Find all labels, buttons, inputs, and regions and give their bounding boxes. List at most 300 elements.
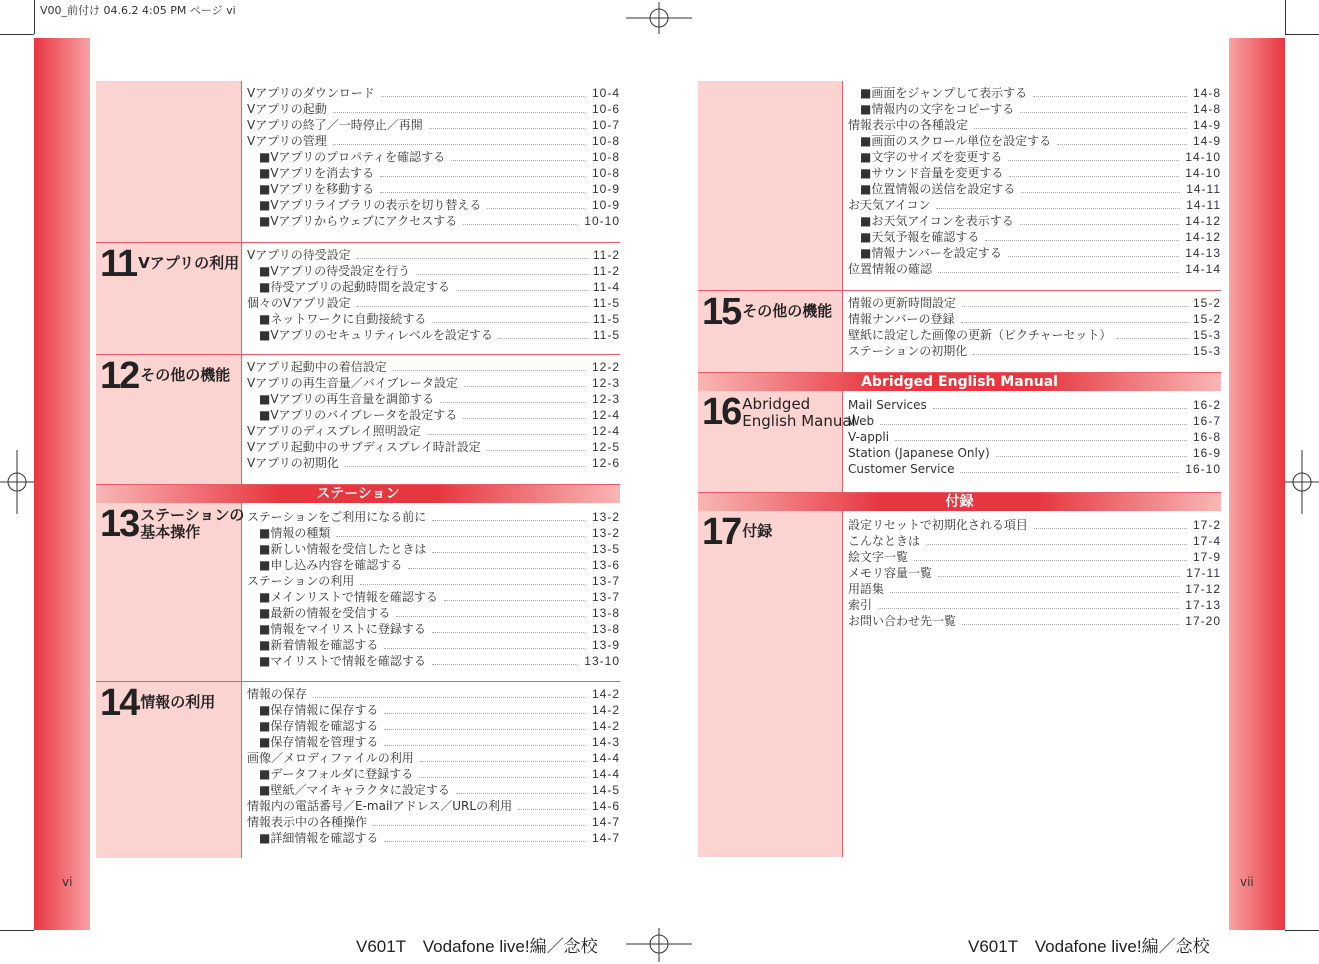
toc-entry-title: 画像／メロディファイルの利用 xyxy=(247,751,414,765)
toc-block-chapter-14 xyxy=(96,681,620,858)
toc-entry xyxy=(848,261,1221,277)
toc-entry-page: 13-8 xyxy=(591,606,620,620)
toc-entry-title: ■Vアプリのセキュリティレベルを設定する xyxy=(259,328,493,342)
toc-entry-page: 16-9 xyxy=(1192,446,1221,460)
toc-entry xyxy=(247,375,620,391)
toc-entry xyxy=(247,165,620,181)
toc-entry-page: 12-4 xyxy=(591,408,620,422)
chapter-number: 17 xyxy=(702,511,741,553)
toc-entry-page: 13-6 xyxy=(591,558,620,572)
dot-leader xyxy=(1021,183,1180,193)
toc-entries xyxy=(848,85,1221,277)
dot-leader xyxy=(973,345,1187,355)
toc-entry-page: 14-12 xyxy=(1185,214,1221,228)
toc-entry-page: 12-3 xyxy=(591,376,620,390)
chapter-label-column xyxy=(96,81,242,242)
dot-leader xyxy=(444,591,586,601)
chapter-title: 付録 xyxy=(742,522,773,540)
toc-entry-title: Vアプリの管理 xyxy=(247,134,327,148)
dot-leader xyxy=(393,361,586,371)
toc-entry-title: 情報内の電話番号／E-mailアドレス／URLの利用 xyxy=(247,799,513,813)
toc-entry xyxy=(247,439,620,455)
dot-leader xyxy=(345,457,586,467)
chapter-number: 15 xyxy=(702,291,741,333)
chapter-title xyxy=(140,507,244,541)
toc-entry xyxy=(247,557,620,573)
toc-entry xyxy=(247,407,620,423)
dot-leader xyxy=(429,119,586,129)
toc-block-chapter-15 xyxy=(698,290,1221,373)
toc-entry-title: 壁紙に設定した画像の更新（ピクチャーセット） xyxy=(848,328,1112,342)
toc-entry xyxy=(247,213,620,229)
toc-entry-page: 14-5 xyxy=(591,783,620,797)
dot-leader xyxy=(440,393,586,403)
toc-entry-page: 15-3 xyxy=(1192,344,1221,358)
dot-leader xyxy=(985,231,1179,241)
toc-entry-title: ■情報の種類 xyxy=(259,526,331,540)
dot-leader xyxy=(384,832,586,842)
chapter-heading xyxy=(702,511,773,553)
dot-leader xyxy=(487,199,586,209)
toc-block-chapter-11 xyxy=(96,242,620,355)
footer-right-label: V601T Vodafone live!編／念校 xyxy=(968,937,1210,956)
page-number-left: vi xyxy=(62,875,73,889)
toc-entry-page: 16-2 xyxy=(1192,398,1221,412)
chapter-label-column xyxy=(698,291,843,373)
dot-leader xyxy=(996,447,1187,457)
toc-entry xyxy=(247,133,620,149)
toc-entry-page: 14-7 xyxy=(591,815,620,829)
toc-entry xyxy=(848,461,1221,477)
crop-mark xyxy=(1285,0,1286,34)
toc-entry xyxy=(247,279,620,295)
dot-leader xyxy=(456,784,586,794)
chapter-label-column xyxy=(96,503,245,681)
dot-leader xyxy=(961,313,1187,323)
toc-entry xyxy=(848,597,1221,613)
dot-leader xyxy=(384,704,586,714)
toc-entry-page: 10-4 xyxy=(591,86,620,100)
toc-entry xyxy=(848,311,1221,327)
toc-entry-page: 17-4 xyxy=(1192,534,1221,548)
chapter-title xyxy=(742,395,855,430)
toc-entry-page: 16-7 xyxy=(1192,414,1221,428)
chapter-title: その他の機能 xyxy=(742,302,833,320)
chapter-heading xyxy=(702,391,856,433)
dot-leader xyxy=(432,313,587,323)
toc-entry-title: ■Vアプリライブラリの表示を切り替える xyxy=(259,198,482,212)
toc-entry xyxy=(247,263,620,279)
dot-leader xyxy=(427,425,586,435)
dot-leader xyxy=(419,768,586,778)
toc-entry xyxy=(848,429,1221,445)
toc-entry-title: ステーションの利用 xyxy=(247,574,355,588)
toc-entries xyxy=(848,517,1221,629)
dot-leader xyxy=(962,615,1179,625)
print-slug-label: V00_前付け 04.6.2 4:05 PM ページ vi xyxy=(40,4,236,17)
toc-entry-title: ■データフォルダに登録する xyxy=(259,767,414,781)
toc-entry xyxy=(848,397,1221,413)
chapter-title: その他の機能 xyxy=(140,366,231,384)
dot-leader xyxy=(373,816,586,826)
chapter-number: 12 xyxy=(100,355,139,397)
toc-entry-title: ■Vアプリのバイブレータを設定する xyxy=(259,408,458,422)
dot-leader xyxy=(432,655,578,665)
toc-entry-title: お天気アイコン xyxy=(848,198,931,212)
dot-leader xyxy=(333,103,586,113)
dot-leader xyxy=(1034,519,1187,529)
toc-entry-page: 11-2 xyxy=(592,248,620,262)
toc-entry-page: 14-2 xyxy=(591,703,620,717)
toc-entry xyxy=(247,589,620,605)
toc-entry-page: 12-5 xyxy=(591,440,620,454)
toc-entry-title: ■画面をジャンプして表示する xyxy=(860,86,1028,100)
toc-entry-page: 10-7 xyxy=(591,118,620,132)
toc-entry-page: 13-7 xyxy=(591,574,620,588)
registration-mark-top-icon xyxy=(626,2,692,34)
toc-entry xyxy=(247,686,620,702)
toc-entry xyxy=(247,541,620,557)
toc-entry-page: 10-8 xyxy=(591,150,620,164)
toc-entry-title: Vアプリの再生音量／バイブレータ設定 xyxy=(247,376,458,390)
toc-block-10-continued xyxy=(96,81,620,242)
dot-leader xyxy=(396,607,586,617)
dot-leader xyxy=(1008,247,1179,257)
toc-entry-title: ■マイリストで情報を確認する xyxy=(259,654,426,668)
chapter-heading xyxy=(100,503,245,545)
toc-entry-page: 15-3 xyxy=(1192,328,1221,342)
chapter-label-column xyxy=(698,391,856,492)
toc-entry xyxy=(247,149,620,165)
chapter-heading xyxy=(100,682,216,724)
toc-block-chapter-17 xyxy=(698,511,1221,857)
toc-entry-page: 13-9 xyxy=(591,638,620,652)
toc-entry xyxy=(848,343,1221,359)
toc-entry-page: 13-10 xyxy=(584,654,620,668)
toc-entry-page: 16-8 xyxy=(1192,430,1221,444)
dot-leader xyxy=(895,431,1187,441)
toc-entry-title: ■待受アプリの起動時間を設定する xyxy=(259,280,450,294)
toc-entry-title: こんなときは xyxy=(848,534,921,548)
toc-entry-title: Vアプリの起動 xyxy=(247,102,327,116)
dot-leader xyxy=(1020,215,1180,225)
toc-entry-title: ■画面のスクロール単位を設定する xyxy=(860,134,1052,148)
toc-entry-title: ■位置情報の送信を設定する xyxy=(860,182,1016,196)
toc-entry-page: 13-2 xyxy=(591,526,620,540)
toc-entry-title: Vアプリの終了／一時停止／再開 xyxy=(247,118,423,132)
toc-entry xyxy=(848,213,1221,229)
toc-block-chapter-12 xyxy=(96,354,620,485)
toc-entry-title: ■メインリストで情報を確認する xyxy=(259,590,438,604)
toc-entry-title: Customer Service xyxy=(848,462,955,476)
toc-entry xyxy=(247,525,620,541)
toc-entry xyxy=(247,117,620,133)
dot-leader xyxy=(333,135,586,145)
toc-entry-title: ■新しい情報を受信したときは xyxy=(259,542,427,556)
toc-entry-page: 13-2 xyxy=(591,510,620,524)
section-banner-english-manual: Abridged English Manual xyxy=(698,372,1221,391)
toc-entry-page: 10-8 xyxy=(591,166,620,180)
crop-mark xyxy=(0,34,34,35)
toc-entry-page: 12-2 xyxy=(591,360,620,374)
dot-leader xyxy=(432,543,586,553)
dot-leader xyxy=(313,688,586,698)
toc-entry xyxy=(848,581,1221,597)
section-banner-appendix: 付録 xyxy=(698,492,1221,511)
toc-entry-title: 用語集 xyxy=(848,582,885,596)
toc-entry-title: V-appli xyxy=(848,430,890,444)
toc-entry xyxy=(848,117,1221,133)
toc-entry-title: Vアプリのディスプレイ照明設定 xyxy=(247,424,421,438)
dot-leader xyxy=(456,281,587,291)
toc-entry-title: ■情報ナンバーを設定する xyxy=(860,246,1002,260)
chapter-heading xyxy=(702,291,833,333)
toc-entry xyxy=(247,766,620,782)
toc-entry xyxy=(848,85,1221,101)
toc-entry-title: 情報表示中の各種設定 xyxy=(848,118,969,132)
toc-entry-page: 11-5 xyxy=(592,312,620,326)
toc-entry-page: 14-8 xyxy=(1192,86,1221,100)
toc-entry-page: 11-2 xyxy=(592,264,620,278)
toc-entries xyxy=(247,359,620,471)
toc-entry xyxy=(247,509,620,525)
toc-entry-title: ■保存情報を確認する xyxy=(259,719,379,733)
dot-leader xyxy=(357,297,587,307)
dot-leader xyxy=(938,567,1180,577)
toc-entry-page: 15-2 xyxy=(1192,296,1221,310)
toc-entry-page: 17-13 xyxy=(1185,598,1221,612)
toc-entries xyxy=(247,686,620,846)
toc-entry xyxy=(247,798,620,814)
toc-entry-title: ■Vアプリからウェブにアクセスする xyxy=(259,214,458,228)
toc-entry-page: 16-10 xyxy=(1185,462,1221,476)
toc-entry xyxy=(247,391,620,407)
dot-leader xyxy=(938,263,1179,273)
toc-entry-title: ■天気予報を確認する xyxy=(860,230,980,244)
dot-leader xyxy=(384,720,586,730)
toc-entry xyxy=(848,133,1221,149)
dot-leader xyxy=(1020,103,1187,113)
toc-entry-title: 情報の更新時間設定 xyxy=(848,296,957,310)
toc-block-chapter-16 xyxy=(698,391,1221,492)
toc-entry xyxy=(247,197,620,213)
dot-leader xyxy=(914,551,1187,561)
chapter-label-column xyxy=(698,511,843,857)
toc-block-14-continued xyxy=(698,81,1221,290)
toc-entry xyxy=(848,149,1221,165)
toc-entry-title: 絵文字一覧 xyxy=(848,550,909,564)
dot-leader xyxy=(518,800,586,810)
toc-entry-page: 10-9 xyxy=(591,182,620,196)
toc-entry-title: ■ネットワークに自動接続する xyxy=(259,312,427,326)
right-edge-color-strip xyxy=(1229,38,1285,930)
toc-entry xyxy=(848,565,1221,581)
toc-entry-page: 14-13 xyxy=(1185,246,1221,260)
dot-leader xyxy=(451,151,586,161)
toc-entry xyxy=(247,782,620,798)
chapter-heading xyxy=(100,243,240,285)
toc-entry-title: 情報ナンバーの登録 xyxy=(848,312,955,326)
chapter-heading xyxy=(100,355,231,397)
dot-leader xyxy=(357,249,587,259)
chapter-label-column xyxy=(96,682,242,858)
toc-entry-page: 12-4 xyxy=(591,424,620,438)
left-edge-color-strip xyxy=(34,38,90,930)
page-number-right: vii xyxy=(1240,875,1254,889)
toc-entry-title: メモリ容量一覧 xyxy=(848,566,933,580)
chapter-label-column xyxy=(96,355,242,485)
footer-left-label: V601T Vodafone live!編／念校 xyxy=(356,937,598,956)
toc-entry-title: ■Vアプリの待受設定を行う xyxy=(259,264,411,278)
toc-entry-title: Vアプリ起動中のサブディスプレイ時計設定 xyxy=(247,440,481,454)
toc-entry xyxy=(848,197,1221,213)
toc-entries xyxy=(247,247,620,343)
dot-leader xyxy=(1009,167,1179,177)
toc-entry-title: 索引 xyxy=(848,598,873,612)
chapter-number: 13 xyxy=(100,503,139,545)
toc-entry xyxy=(848,327,1221,343)
toc-entry-page: 10-10 xyxy=(584,214,620,228)
dot-leader xyxy=(960,463,1179,473)
dot-leader xyxy=(936,199,1180,209)
toc-entry-title: ■文字のサイズを変更する xyxy=(860,150,1003,164)
dot-leader xyxy=(880,415,1187,425)
dot-leader xyxy=(890,583,1179,593)
toc-entry-page: 14-2 xyxy=(591,719,620,733)
toc-entry-page: 11-5 xyxy=(592,328,620,342)
toc-entry-title: ■お天気アイコンを表示する xyxy=(860,214,1014,228)
toc-entry xyxy=(247,653,620,669)
chapter-title: 情報の利用 xyxy=(140,693,216,711)
toc-entry-page: 17-2 xyxy=(1192,518,1221,532)
toc-entry xyxy=(247,814,620,830)
toc-entry-title: ■サウンド音量を変更する xyxy=(860,166,1004,180)
section-banner-station: ステーション xyxy=(96,484,620,503)
registration-mark-right-icon xyxy=(1285,450,1319,514)
toc-entry xyxy=(848,181,1221,197)
toc-entry-page: 14-3 xyxy=(591,735,620,749)
registration-mark-bottom-icon xyxy=(626,928,692,962)
toc-entry-title: Web xyxy=(848,414,875,428)
toc-entry-title: ■申し込み内容を確認する xyxy=(259,558,403,572)
toc-entry-page: 10-9 xyxy=(591,198,620,212)
toc-entry-page: 17-11 xyxy=(1186,566,1221,580)
toc-entry xyxy=(247,423,620,439)
toc-entry-page: 14-4 xyxy=(591,767,620,781)
toc-entry-page: 14-7 xyxy=(591,831,620,845)
toc-entry xyxy=(247,702,620,718)
toc-entries xyxy=(247,509,620,669)
toc-entry xyxy=(247,359,620,375)
toc-entry xyxy=(247,101,620,117)
crop-mark xyxy=(1285,930,1319,931)
toc-entry xyxy=(247,750,620,766)
toc-entry xyxy=(247,295,620,311)
dot-leader xyxy=(878,599,1179,609)
toc-entry-page: 17-20 xyxy=(1185,614,1221,628)
toc-entry-page: 17-12 xyxy=(1185,582,1221,596)
toc-entry xyxy=(848,549,1221,565)
dot-leader xyxy=(380,183,586,193)
dot-leader xyxy=(384,736,586,746)
toc-entry-title: Mail Services xyxy=(848,398,927,412)
toc-entry xyxy=(848,517,1221,533)
toc-entry xyxy=(848,229,1221,245)
toc-entry-page: 13-5 xyxy=(591,542,620,556)
dot-leader xyxy=(464,377,586,387)
toc-entry xyxy=(247,605,620,621)
dot-leader xyxy=(463,409,586,419)
dot-leader xyxy=(384,639,586,649)
dot-leader xyxy=(962,297,1187,307)
toc-entry-title: ステーションの初期化 xyxy=(848,344,968,358)
toc-entry xyxy=(848,533,1221,549)
crop-mark xyxy=(0,930,34,931)
toc-entry-title: ■情報をマイリストに登録する xyxy=(259,622,426,636)
toc-entry xyxy=(247,734,620,750)
chapter-title-line-2: English Manual xyxy=(742,412,856,430)
toc-entry-title: 位置情報の確認 xyxy=(848,262,933,276)
chapter-title: Vアプリの利用 xyxy=(138,254,240,272)
toc-entry-page: 17-9 xyxy=(1192,550,1221,564)
chapter-title-line-1: Abridged xyxy=(742,395,811,413)
toc-entry xyxy=(247,455,620,471)
toc-entry-title: Vアプリの待受設定 xyxy=(247,248,351,262)
toc-entry-title: Vアプリのダウンロード xyxy=(247,86,375,100)
toc-entry-title: ■保存情報に保存する xyxy=(259,703,379,717)
toc-entry-page: 14-11 xyxy=(1186,198,1221,212)
toc-entry xyxy=(848,165,1221,181)
toc-entry-page: 11-4 xyxy=(592,280,620,294)
dot-leader xyxy=(499,329,587,339)
toc-entry-page: 14-10 xyxy=(1185,150,1221,164)
toc-entry-title: ■情報内の文字をコピーする xyxy=(860,102,1015,116)
chapter-title-line-1: ステーションの xyxy=(140,506,245,524)
toc-entry-title: Vアプリ起動中の着信設定 xyxy=(247,360,387,374)
toc-entry-title: ■Vアプリのプロパティを確認する xyxy=(259,150,446,164)
toc-entry xyxy=(848,413,1221,429)
toc-entry xyxy=(247,327,620,343)
toc-entry-page: 14-12 xyxy=(1185,230,1221,244)
chapter-number: 14 xyxy=(100,682,139,724)
toc-entry xyxy=(848,613,1221,629)
dot-leader xyxy=(432,511,586,521)
toc-entry-title: 設定リセットで初期化される項目 xyxy=(848,518,1028,532)
toc-entry xyxy=(247,181,620,197)
dot-leader xyxy=(487,441,586,451)
dot-leader xyxy=(408,559,586,569)
toc-entry-page: 15-2 xyxy=(1192,312,1221,326)
dot-leader xyxy=(360,575,586,585)
dot-leader xyxy=(420,752,586,762)
toc-entry-title: ■最新の情報を受信する xyxy=(259,606,391,620)
toc-entry-page: 10-8 xyxy=(591,134,620,148)
chapter-label-column xyxy=(96,243,242,355)
toc-entry-page: 14-4 xyxy=(591,751,620,765)
toc-entry-page: 11-5 xyxy=(592,296,620,310)
toc-entries xyxy=(848,295,1221,359)
toc-entry-title: ■Vアプリの再生音量を調節する xyxy=(259,392,435,406)
toc-entry-page: 10-6 xyxy=(591,102,620,116)
toc-entry-title: ■保存情報を管理する xyxy=(259,735,379,749)
toc-entry-page: 13-8 xyxy=(591,622,620,636)
toc-entry-page: 14-14 xyxy=(1185,262,1221,276)
toc-entry-title: 情報表示中の各種操作 xyxy=(247,815,368,829)
toc-entry xyxy=(247,85,620,101)
toc-entry-title: 情報の保存 xyxy=(247,687,308,701)
toc-entry-page: 12-3 xyxy=(591,392,620,406)
toc-entry xyxy=(247,573,620,589)
